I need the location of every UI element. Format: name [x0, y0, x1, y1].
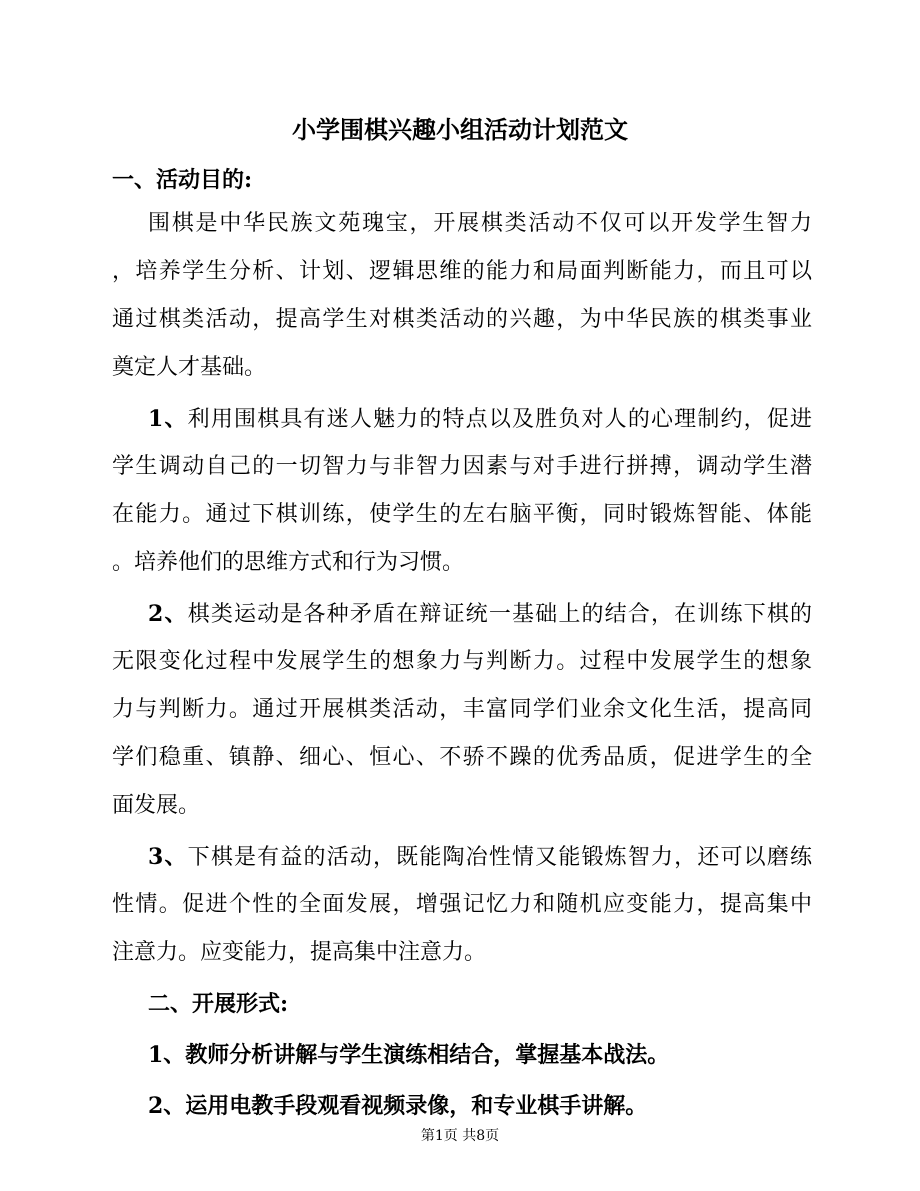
section-heading: 二、开展形式:	[148, 991, 289, 1017]
section-heading: 一、活动目的:	[112, 167, 253, 193]
text-line	[112, 395, 812, 443]
text-line	[112, 833, 812, 881]
form-item: 1、教师分析讲解与学生演练相结合，掌握基本战法。	[148, 1042, 670, 1068]
item-number: 2、	[148, 601, 188, 627]
document-title: 小学围棋兴趣小组活动计划范文	[292, 115, 628, 144]
item-number: 3、	[148, 844, 188, 870]
form-item: 2、运用电教手段观看视频录像，和专业棋手讲解。	[148, 1093, 648, 1119]
text-line: 性情。促进个性的全面发展，增强记忆力和随机应变能力，提高集中	[112, 892, 812, 917]
document-body	[112, 156, 812, 1130]
paragraph-intro	[112, 200, 812, 392]
text-span: 下棋是有益的活动，既能陶冶性情又能锻炼智力，还可以磨练	[187, 845, 812, 870]
text-line: 在能力。通过下棋训练，使学生的左右脑平衡，同时锻炼智能、体能	[112, 502, 812, 527]
text-line: 力与判断力。通过开展棋类活动，丰富同学们业余文化生活，提高同	[112, 697, 812, 722]
text-line: 通过棋类活动，提高学生对棋类活动的兴趣，为中华民族的棋类事业	[112, 307, 812, 332]
text-line: 学们稳重、镇静、细心、恒心、不骄不躁的优秀品质，促进学生的全	[112, 745, 812, 770]
text-span: 利用围棋具有迷人魅力的特点以及胜负对人的心理制约，促进	[187, 407, 812, 432]
paragraph-item-1	[112, 395, 812, 587]
text-line: 围棋是中华民族文苑瑰宝，开展棋类活动不仅可以开发学生智力	[148, 211, 812, 236]
paragraph-item-2	[112, 590, 812, 830]
text-line: 无限变化过程中发展学生的想象力与判断力。过程中发展学生的想象	[112, 649, 812, 674]
text-line: 奠定人才基础。	[112, 355, 267, 380]
text-line	[112, 590, 812, 638]
text-line: 。培养他们的思维方式和行为习惯。	[112, 550, 465, 575]
text-line: ，培养学生分析、计划、逻辑思维的能力和局面判断能力，而且可以	[112, 259, 812, 284]
text-line: 注意力。应变能力，提高集中注意力。	[112, 940, 487, 965]
paragraph-item-3	[112, 833, 812, 977]
item-number: 1、	[148, 406, 188, 432]
page-number: 第1页 共8页	[420, 1128, 500, 1144]
text-line: 学生调动自己的一切智力与非智力因素与对手进行拼搏，调动学生潜	[112, 454, 812, 479]
text-line: 面发展。	[112, 793, 201, 818]
text-span: 棋类运动是各种矛盾在辩证统一基础上的结合，在训练下棋的	[187, 602, 812, 627]
